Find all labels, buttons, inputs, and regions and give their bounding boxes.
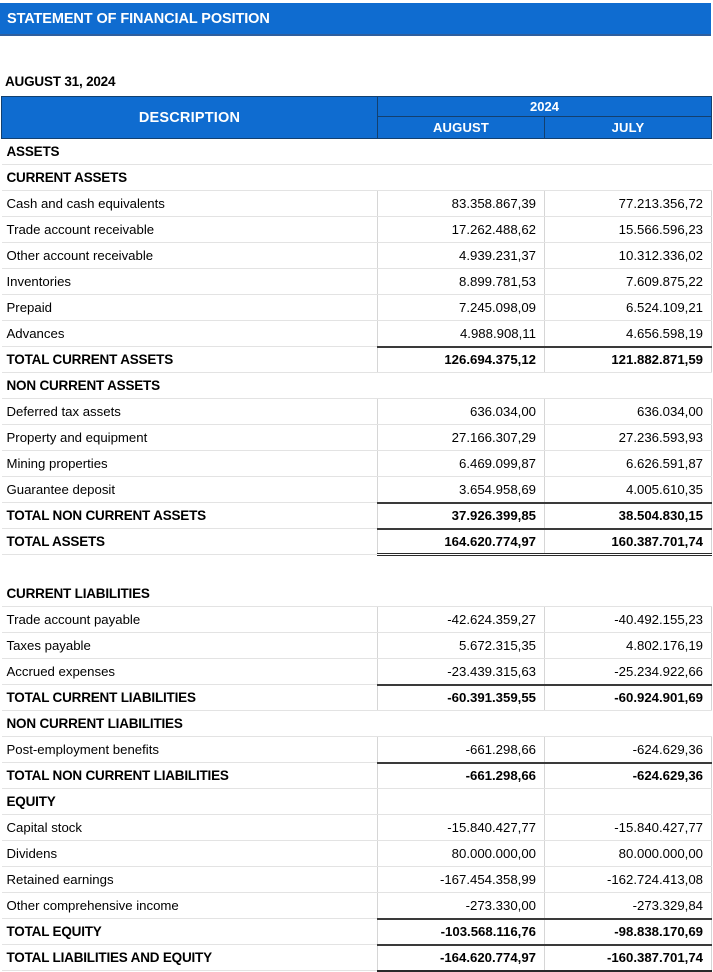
cell-august: -23.439.315,63 xyxy=(378,659,545,685)
table-body xyxy=(2,139,712,971)
report-date: AUGUST 31, 2024 xyxy=(5,74,116,89)
cell-august: 17.262.488,62 xyxy=(378,217,545,243)
total-row xyxy=(2,503,712,529)
section-header-row xyxy=(2,711,712,737)
table-row xyxy=(2,243,712,269)
column-header-description: DESCRIPTION xyxy=(2,97,378,139)
row-label: Mining properties xyxy=(2,451,378,477)
cell-july xyxy=(545,711,712,737)
section-header-row xyxy=(2,165,712,191)
row-label: Property and equipment xyxy=(2,425,378,451)
cell-august: 83.358.867,39 xyxy=(378,191,545,217)
row-label: EQUITY xyxy=(2,789,378,815)
row-label: TOTAL NON CURRENT LIABILITIES xyxy=(2,763,378,789)
cell-july: 38.504.830,15 xyxy=(545,503,712,529)
cell-july: 121.882.871,59 xyxy=(545,347,712,373)
cell-july xyxy=(545,165,712,191)
cell-august: 3.654.958,69 xyxy=(378,477,545,503)
row-label: Other account receivable xyxy=(2,243,378,269)
cell-august xyxy=(378,165,545,191)
row-label: Advances xyxy=(2,321,378,347)
table-row xyxy=(2,425,712,451)
cell-july: 7.609.875,22 xyxy=(545,269,712,295)
cell-august xyxy=(378,555,545,581)
table-row xyxy=(2,737,712,763)
table-row xyxy=(2,841,712,867)
cell-july xyxy=(545,373,712,399)
column-header-july: JULY xyxy=(545,117,712,139)
table-row xyxy=(2,217,712,243)
statement-title-bar xyxy=(0,3,711,36)
page-title: STATEMENT OF FINANCIAL POSITION xyxy=(7,10,270,27)
table-row xyxy=(2,399,712,425)
cell-july: 160.387.701,74 xyxy=(545,529,712,555)
row-label: Other comprehensive income xyxy=(2,893,378,919)
cell-july xyxy=(545,789,712,815)
table-row xyxy=(2,893,712,919)
cell-august: 5.672.315,35 xyxy=(378,633,545,659)
cell-august: 636.034,00 xyxy=(378,399,545,425)
cell-august xyxy=(378,373,545,399)
table-row xyxy=(2,295,712,321)
cell-august xyxy=(378,139,545,165)
row-label: Trade account receivable xyxy=(2,217,378,243)
cell-august: -42.624.359,27 xyxy=(378,607,545,633)
table-row xyxy=(2,607,712,633)
cell-july: 6.626.591,87 xyxy=(545,451,712,477)
row-label: TOTAL ASSETS xyxy=(2,529,378,555)
table-header xyxy=(2,97,712,139)
financial-position-table xyxy=(1,96,712,972)
column-header-august: AUGUST xyxy=(378,117,545,139)
cell-august: -15.840.427,77 xyxy=(378,815,545,841)
cell-august: 8.899.781,53 xyxy=(378,269,545,295)
cell-july: -624.629,36 xyxy=(545,737,712,763)
column-header-year: 2024 xyxy=(378,97,712,117)
cell-august: 4.988.908,11 xyxy=(378,321,545,347)
cell-august: 164.620.774,97 xyxy=(378,529,545,555)
cell-july xyxy=(545,555,712,581)
row-label: TOTAL NON CURRENT ASSETS xyxy=(2,503,378,529)
table-row xyxy=(2,477,712,503)
cell-august: 4.939.231,37 xyxy=(378,243,545,269)
cell-august: -103.568.116,76 xyxy=(378,919,545,945)
cell-july: -25.234.922,66 xyxy=(545,659,712,685)
total-row xyxy=(2,919,712,945)
row-label: Trade account payable xyxy=(2,607,378,633)
row-label: CURRENT LIABILITIES xyxy=(2,581,378,607)
row-label: NON CURRENT ASSETS xyxy=(2,373,378,399)
row-label: Guarantee deposit xyxy=(2,477,378,503)
row-label: Capital stock xyxy=(2,815,378,841)
cell-july: 636.034,00 xyxy=(545,399,712,425)
table-row xyxy=(2,867,712,893)
section-header-row xyxy=(2,581,712,607)
row-label: TOTAL LIABILITIES AND EQUITY xyxy=(2,945,378,971)
cell-july: 4.656.598,19 xyxy=(545,321,712,347)
section-header-row xyxy=(2,139,712,165)
cell-july: -624.629,36 xyxy=(545,763,712,789)
table-row xyxy=(2,321,712,347)
row-label: CURRENT ASSETS xyxy=(2,165,378,191)
table-row xyxy=(2,191,712,217)
section-header-row xyxy=(2,373,712,399)
table-row xyxy=(2,269,712,295)
cell-august: 6.469.099,87 xyxy=(378,451,545,477)
cell-august xyxy=(378,581,545,607)
cell-july: -273.329,84 xyxy=(545,893,712,919)
cell-july xyxy=(545,581,712,607)
cell-july: -160.387.701,74 xyxy=(545,945,712,971)
cell-july: 4.802.176,19 xyxy=(545,633,712,659)
cell-july xyxy=(545,139,712,165)
cell-july: -98.838.170,69 xyxy=(545,919,712,945)
cell-july: 80.000.000,00 xyxy=(545,841,712,867)
cell-august: -60.391.359,55 xyxy=(378,685,545,711)
total-row xyxy=(2,347,712,373)
cell-august: 27.166.307,29 xyxy=(378,425,545,451)
grand-total-row xyxy=(2,945,712,971)
cell-august xyxy=(378,789,545,815)
row-label xyxy=(2,555,378,581)
table-row xyxy=(2,815,712,841)
cell-august: 7.245.098,09 xyxy=(378,295,545,321)
cell-august xyxy=(378,711,545,737)
cell-august: 37.926.399,85 xyxy=(378,503,545,529)
row-label: Retained earnings xyxy=(2,867,378,893)
row-label: ASSETS xyxy=(2,139,378,165)
cell-august: 126.694.375,12 xyxy=(378,347,545,373)
row-label: Deferred tax assets xyxy=(2,399,378,425)
row-label: Cash and cash equivalents xyxy=(2,191,378,217)
row-label: Post-employment benefits xyxy=(2,737,378,763)
cell-august: -164.620.774,97 xyxy=(378,945,545,971)
cell-august: -661.298,66 xyxy=(378,763,545,789)
total-row xyxy=(2,763,712,789)
cell-july: -40.492.155,23 xyxy=(545,607,712,633)
cell-august: -661.298,66 xyxy=(378,737,545,763)
cell-august: 80.000.000,00 xyxy=(378,841,545,867)
row-label: TOTAL CURRENT LIABILITIES xyxy=(2,685,378,711)
table-row xyxy=(2,659,712,685)
total-row xyxy=(2,685,712,711)
row-label: TOTAL EQUITY xyxy=(2,919,378,945)
cell-july: -60.924.901,69 xyxy=(545,685,712,711)
row-label: Inventories xyxy=(2,269,378,295)
row-label: NON CURRENT LIABILITIES xyxy=(2,711,378,737)
cell-july: -162.724.413,08 xyxy=(545,867,712,893)
grand-total-row xyxy=(2,529,712,555)
cell-august: -273.330,00 xyxy=(378,893,545,919)
row-label: Accrued expenses xyxy=(2,659,378,685)
cell-july: 27.236.593,93 xyxy=(545,425,712,451)
row-label: TOTAL CURRENT ASSETS xyxy=(2,347,378,373)
cell-august: -167.454.358,99 xyxy=(378,867,545,893)
cell-july: 77.213.356,72 xyxy=(545,191,712,217)
table-row xyxy=(2,451,712,477)
row-label: Prepaid xyxy=(2,295,378,321)
table-row xyxy=(2,633,712,659)
cell-july: 6.524.109,21 xyxy=(545,295,712,321)
cell-july: 15.566.596,23 xyxy=(545,217,712,243)
spacer-row xyxy=(2,555,712,581)
cell-july: 10.312.336,02 xyxy=(545,243,712,269)
section-header-row xyxy=(2,789,712,815)
cell-july: -15.840.427,77 xyxy=(545,815,712,841)
row-label: Dividens xyxy=(2,841,378,867)
cell-july: 4.005.610,35 xyxy=(545,477,712,503)
row-label: Taxes payable xyxy=(2,633,378,659)
